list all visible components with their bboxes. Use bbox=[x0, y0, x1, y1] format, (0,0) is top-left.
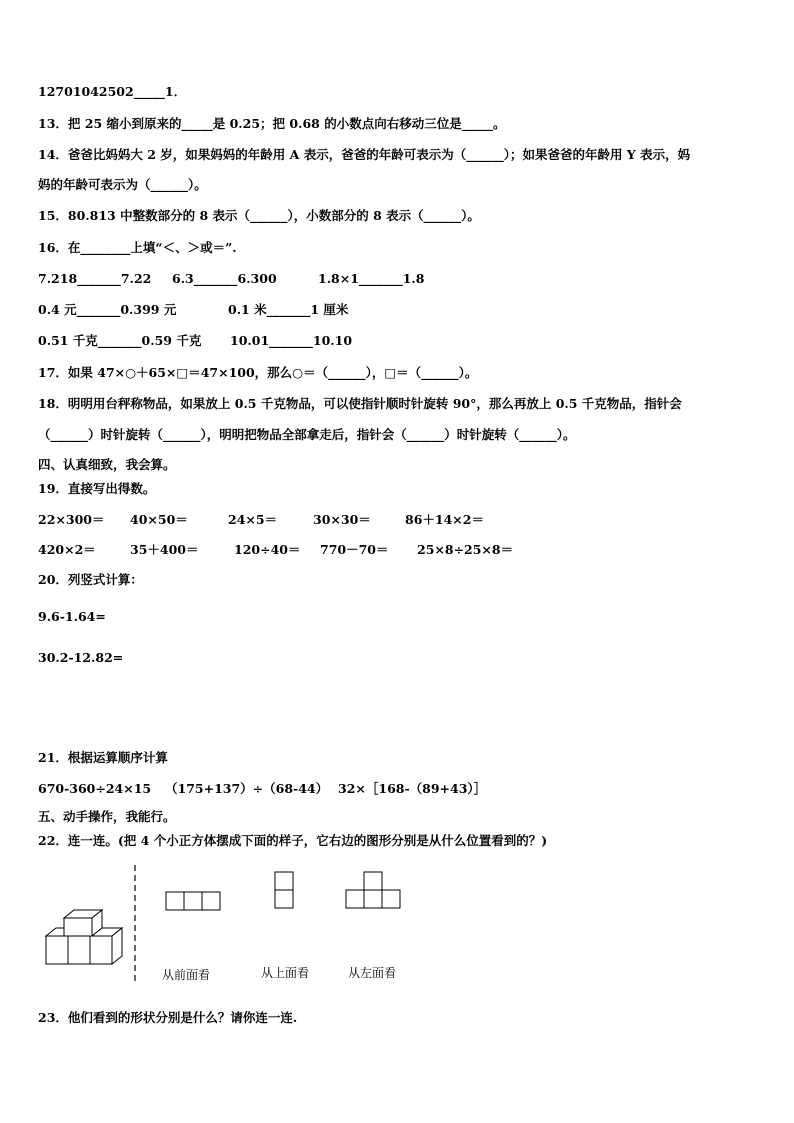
question-14-line1: 14．爸爸比妈妈大 2 岁，如果妈妈的年龄用 A 表示，爸爸的年龄可表示为（______）；如果爸爸的年龄用 Y 表示，妈 bbox=[38, 147, 691, 162]
compare-item: 0.4 元_______0.399 元 bbox=[38, 302, 177, 317]
view-shape-row bbox=[165, 890, 223, 912]
question-20: 20．列竖式计算： bbox=[38, 572, 143, 587]
compare-item: 1.8×1_______1.8 bbox=[318, 271, 425, 286]
calc-item: 86＋14×2＝ bbox=[405, 512, 484, 527]
question-22: 22．连一连。(把 4 个小正方体摆成下面的样子，它右边的图形分别是从什么位置看到的？) bbox=[38, 833, 548, 848]
compare-item: 10.01_______10.10 bbox=[230, 333, 353, 348]
view-label-left: 从左面看 bbox=[348, 966, 397, 980]
question-15: 15．80.813 中整数部分的 8 表示（______），小数部分的 8 表示（______）。 bbox=[38, 208, 480, 223]
question-21: 21．根据运算顺序计算 bbox=[38, 750, 168, 765]
vertical-calc-1: 9.6-1.64= bbox=[38, 609, 106, 624]
question-16: 16．在________上填“＜、＞或＝”. bbox=[38, 240, 237, 255]
question-23: 23．他们看到的形状分别是什么？请你连一连. bbox=[38, 1010, 298, 1025]
view-shape-column bbox=[274, 870, 296, 912]
view-shape-t bbox=[344, 870, 404, 912]
calc-item: 420×2＝ bbox=[38, 542, 96, 557]
line-answer-12: 12701042502_____1． bbox=[38, 84, 187, 99]
calc-item: 25×8÷25×8＝ bbox=[417, 542, 514, 557]
compare-item: 0.51 千克_______0.59 千克 bbox=[38, 333, 202, 348]
section-five-title: 五、动手操作，我能行。 bbox=[38, 809, 176, 824]
question-14-line2: 妈的年龄可表示为（______）。 bbox=[38, 177, 207, 192]
question-19: 19．直接写出得数。 bbox=[38, 481, 156, 496]
calc-item: 30×30＝ bbox=[313, 512, 371, 527]
calc-item: 120÷40＝ bbox=[234, 542, 301, 557]
view-label-front: 从前面看 bbox=[162, 968, 211, 982]
cube-stack-figure bbox=[44, 908, 128, 970]
question-17: 17．如果 47×○＋65×□＝47×100，那么○＝（______），□＝（______）。 bbox=[38, 365, 478, 380]
question-13: 13．把 25 缩小到原来的_____是 0.25；把 0.68 的小数点向右移动三位是_____。 bbox=[38, 116, 506, 131]
compare-item: 7.218_______7.22 bbox=[38, 271, 152, 286]
view-label-top: 从上面看 bbox=[261, 966, 310, 980]
compare-item: 6.3_______6.300 bbox=[172, 271, 277, 286]
dashed-separator bbox=[132, 865, 138, 983]
vertical-calc-2: 30.2-12.82= bbox=[38, 650, 124, 665]
calc-item: 40×50＝ bbox=[130, 512, 188, 527]
calc-item: 24×5＝ bbox=[228, 512, 278, 527]
calc-item: 770－70＝ bbox=[320, 542, 389, 557]
compare-item: 0.1 米_______1 厘米 bbox=[228, 302, 349, 317]
calc-item: 22×300＝ bbox=[38, 512, 105, 527]
order-calc-item: 670-360÷24×15 bbox=[38, 781, 152, 796]
question-18-line2: （______）时针旋转（______），明明把物品全部拿走后，指针会（______）时针旋转（______）。 bbox=[38, 427, 576, 442]
question-18-line1: 18．明明用台秤称物品，如果放上 0.5 千克物品，可以使指针顺时针旋转 90°，那么再放上 0.5 千克物品，指针会 bbox=[38, 396, 682, 411]
order-calc-item: （175+137）÷（68-44） bbox=[165, 781, 329, 796]
order-calc-item: 32×［168-（89+43）］ bbox=[338, 781, 487, 796]
section-four-title: 四、认真细致，我会算。 bbox=[38, 457, 176, 472]
calc-item: 35＋400＝ bbox=[130, 542, 199, 557]
